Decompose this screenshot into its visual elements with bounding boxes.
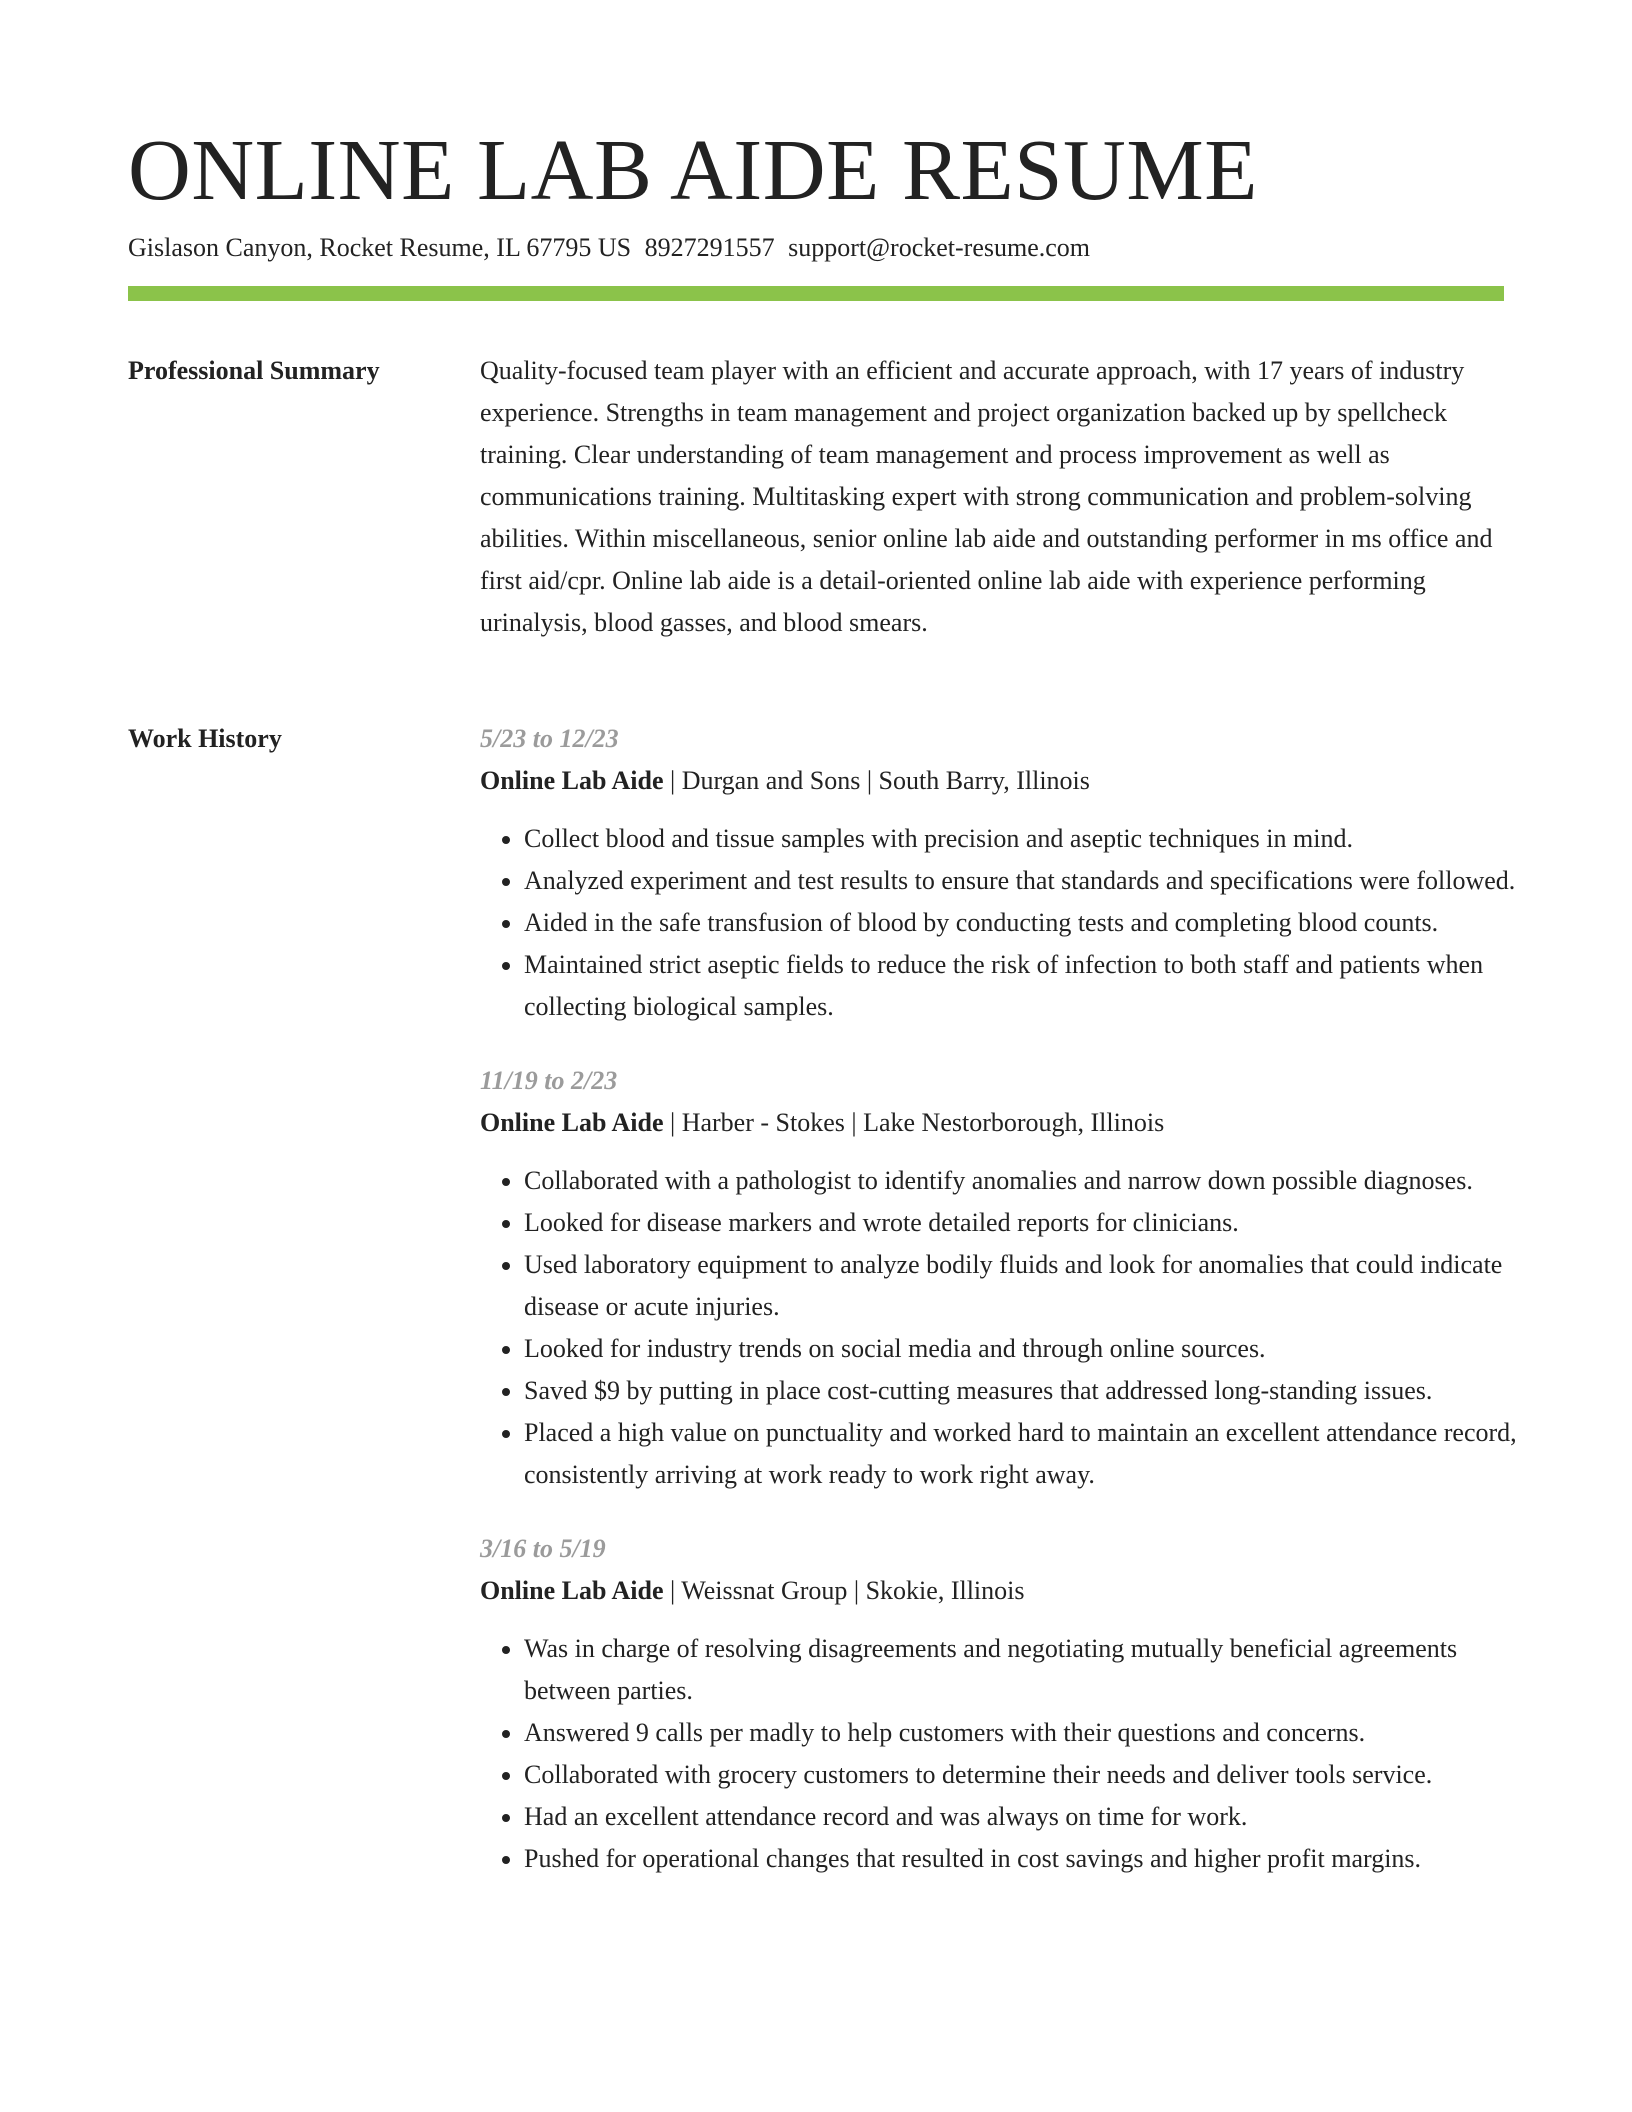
job-entry <box>480 718 1630 1028</box>
summary-body <box>480 350 1630 644</box>
job-bullet: • Pushed for operational changes that resulted in cost savings and higher profit margins. <box>524 1838 1534 1880</box>
contact-phone: 8927291557 <box>644 233 775 262</box>
job-bullet: • Placed a high value on punctuality and worked hard to maintain an excellent attendance record, consistently arriving at work ready to work right away. <box>524 1412 1534 1496</box>
job-bullet-list <box>480 1160 1534 1496</box>
job-bullet: • Collect blood and tissue samples with precision and aseptic techniques in mind. <box>524 818 1534 860</box>
job-bullet: • Looked for industry trends on social media and through online sources. <box>524 1328 1534 1370</box>
job-bullet: • Aided in the safe transfusion of blood by conducting tests and completing blood counts. <box>524 902 1534 944</box>
contact-address: Gislason Canyon, Rocket Resume, IL 67795 US <box>128 233 632 262</box>
job-dates: 11/19 to 2/23 <box>480 1066 618 1095</box>
job-bullet: • Collaborated with grocery customers to determine their needs and deliver tools service. <box>524 1754 1534 1796</box>
job-employer-location: | Weissnat Group | Skokie, Illinois <box>663 1576 1025 1605</box>
job-heading <box>480 1102 1630 1144</box>
job-bullet: • Collaborated with a pathologist to identify anomalies and narrow down possible diagnoses. <box>524 1160 1534 1202</box>
section-label-professional-summary: Professional Summary <box>128 356 380 385</box>
job-bullet-list <box>480 818 1534 1028</box>
job-entry <box>480 1060 1630 1496</box>
job-bullet: • Analyzed experiment and test results to ensure that standards and specifications were followed. <box>524 860 1534 902</box>
contact-line <box>128 230 1090 266</box>
job-employer-location: | Durgan and Sons | South Barry, Illinois <box>663 766 1090 795</box>
job-bullet: • Used laboratory equipment to analyze bodily fluids and look for anomalies that could indicate disease or acute injuries. <box>524 1244 1534 1328</box>
job-entry <box>480 1528 1630 1880</box>
resume-title: ONLINE LAB AIDE RESUME <box>128 121 1258 218</box>
section-label-work-history: Work History <box>128 724 282 753</box>
accent-divider <box>128 286 1504 301</box>
job-employer-location: | Harber - Stokes | Lake Nestorborough, Illinois <box>663 1108 1165 1137</box>
job-bullet: • Saved $9 by putting in place cost-cutting measures that addressed long-standing issues. <box>524 1370 1534 1412</box>
job-title: Online Lab Aide <box>480 1108 664 1137</box>
contact-email: support@rocket-resume.com <box>788 233 1091 262</box>
work-history-list <box>480 718 1630 1912</box>
job-dates: 5/23 to 12/23 <box>480 724 619 753</box>
job-heading <box>480 760 1630 802</box>
job-bullet: • Looked for disease markers and wrote detailed reports for clinicians. <box>524 1202 1534 1244</box>
job-title: Online Lab Aide <box>480 766 664 795</box>
job-title: Online Lab Aide <box>480 1576 664 1605</box>
job-bullet: • Had an excellent attendance record and was always on time for work. <box>524 1796 1534 1838</box>
summary-text: Quality-focused team player with an efficient and accurate approach, with 17 years of industry experience. Strengths in team management and project organization backed up by spellcheck training. Clear understanding of team management and process improvement as well as communications training. Multitasking expert with strong communication and problem-solving abilities. Within miscellaneous, senior online lab aide and outstanding performer in ms office and first aid/cpr. Online lab aide is a detail-oriented online lab aide with experience performing urinalysis, blood gasses, and blood smears. <box>480 356 1493 637</box>
job-bullet: • Was in charge of resolving disagreements and negotiating mutually beneficial agreements between parties. <box>524 1628 1534 1712</box>
job-dates: 3/16 to 5/19 <box>480 1534 606 1563</box>
job-bullet: • Answered 9 calls per madly to help customers with their questions and concerns. <box>524 1712 1534 1754</box>
job-bullet-list <box>480 1628 1534 1880</box>
job-heading <box>480 1570 1630 1612</box>
job-bullet: • Maintained strict aseptic fields to reduce the risk of infection to both staff and patients when collecting biological samples. <box>524 944 1534 1028</box>
